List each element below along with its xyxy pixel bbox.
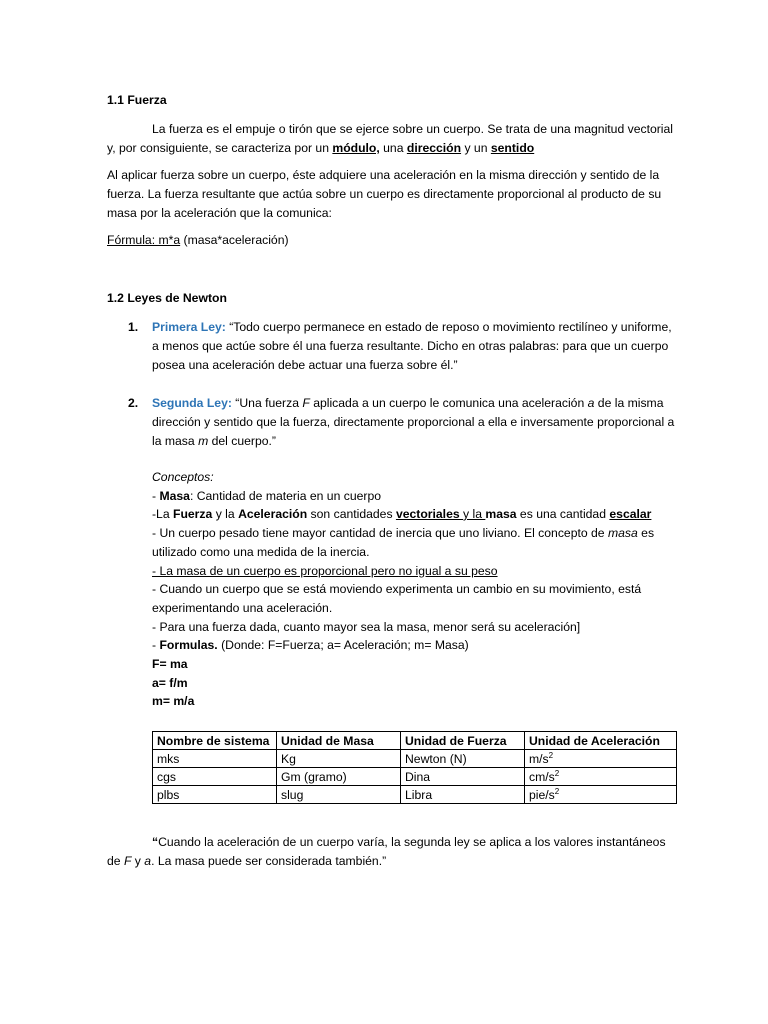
list-item-primera-ley: 1. Primera Ley: “Todo cuerpo permanece en estado de reposo o movimiento rectilíneo y uniforme, a menos que actúe sobre él una fuerza resultante. Dicho en otras palabras: para que un cuerpo posea una aceleración debe actuar una fuerza sobre él.”	[128, 320, 672, 372]
concepto-formulas: - Formulas. (Donde: F=Fuerza; a= Aceleración; m= Masa)	[152, 638, 469, 653]
table-cell: $m/s^2$	[525, 750, 677, 768]
document-page	[107, 91, 679, 871]
table-cell: pie/$s^2$	[525, 786, 677, 804]
law-label-primera: Primera Ley:	[152, 320, 226, 334]
table-cell: Libra	[401, 786, 525, 804]
list-number: 1.	[128, 320, 139, 334]
formula-label: Fórmula: m*a	[107, 233, 181, 247]
table-row	[153, 750, 677, 768]
table-cell: cgs	[153, 768, 277, 786]
concepto-fuerza-dada: - Para una fuerza dada, cuanto mayor sea la masa, menor será su aceleración]	[152, 619, 581, 634]
list-item-segunda-ley: 2. Segunda Ley: “Una fuerza F aplicada a un cuerpo le comunica una aceleración a de la misma dirección y sentido que la fuerza, directamente proporcional a ella e inversamente proporcional a la masa m del cuerpo.”	[128, 396, 675, 448]
table-cell: Dina	[401, 768, 525, 786]
law-label-segunda: Segunda Ley:	[152, 396, 232, 410]
paragraph-fuerza-definicion: La fuerza es el empuje o tirón que se ejerce sobre un cuerpo. Se trata de una magnitud vectorial y, por consiguiente, se caracteriza por un módulo, una dirección y un sentido	[107, 122, 673, 155]
concepto-aceleracion: - Cuando un cuerpo que se está moviendo experimenta un cambio en su movimiento, está experimentando una aceleración.	[152, 582, 642, 615]
table-header: Nombre de sistema	[153, 732, 277, 750]
term-sentido: sentido	[490, 141, 535, 155]
table-cell: Gm (gramo)	[277, 768, 401, 786]
formula-m: m= m/a	[152, 694, 195, 709]
formula-a: a= f/m	[152, 675, 188, 690]
conceptos-title: Conceptos:	[152, 470, 214, 484]
table-cell: mks	[153, 750, 277, 768]
table-header-row	[153, 732, 677, 750]
table-cell: $cm/s^2$	[525, 768, 677, 786]
conceptos-block	[107, 468, 679, 711]
table-header: Unidad de Aceleración	[525, 732, 677, 750]
table-cell: plbs	[153, 786, 277, 804]
concepto-inercia: - Un cuerpo pesado tiene mayor cantidad de inercia que uno liviano. El concepto de masa es utilizado como una medida de la inercia.	[152, 526, 655, 559]
closing-paragraph: “Cuando la aceleración de un cuerpo varía, la segunda ley se aplica a los valores instantáneos de F y a. La masa puede ser considerada también.”	[107, 835, 666, 869]
term-direccion: dirección	[406, 141, 462, 155]
table-cell: Kg	[277, 750, 401, 768]
newton-laws-list	[107, 318, 679, 451]
formula-line: Fórmula: m*a (masa*aceleración)	[107, 233, 289, 247]
concepto-masa: - Masa: Cantidad de materia en un cuerpo	[152, 488, 382, 503]
term-modulo: módulo,	[332, 141, 380, 155]
section-heading-leyes: 1.2 Leyes de Newton	[107, 291, 227, 305]
units-table	[152, 731, 677, 804]
section-heading-fuerza: 1.1 Fuerza	[107, 93, 167, 107]
table-header: Unidad de Fuerza	[401, 732, 525, 750]
table-header: Unidad de Masa	[277, 732, 401, 750]
table-row	[153, 768, 677, 786]
formula-f: F= ma	[152, 657, 188, 672]
concepto-peso: - La masa de un cuerpo es proporcional pero no igual a su peso	[152, 563, 498, 578]
table-cell: Newton (N)	[401, 750, 525, 768]
table-row	[153, 786, 677, 804]
paragraph-fuerza-aplicada: Al aplicar fuerza sobre un cuerpo, éste adquiere una aceleración en la misma dirección y sentido de la fuerza. La fuerza resultante que actúa sobre un cuerpo es directamente proporcional al producto de su masa por la aceleración que la comunica:	[107, 168, 662, 220]
list-number: 2.	[128, 396, 139, 410]
table-cell: slug	[277, 786, 401, 804]
concepto-vectoriales: -La Fuerza y la Aceleración son cantidades vectoriales y la masa es una cantidad escalar	[152, 507, 652, 522]
